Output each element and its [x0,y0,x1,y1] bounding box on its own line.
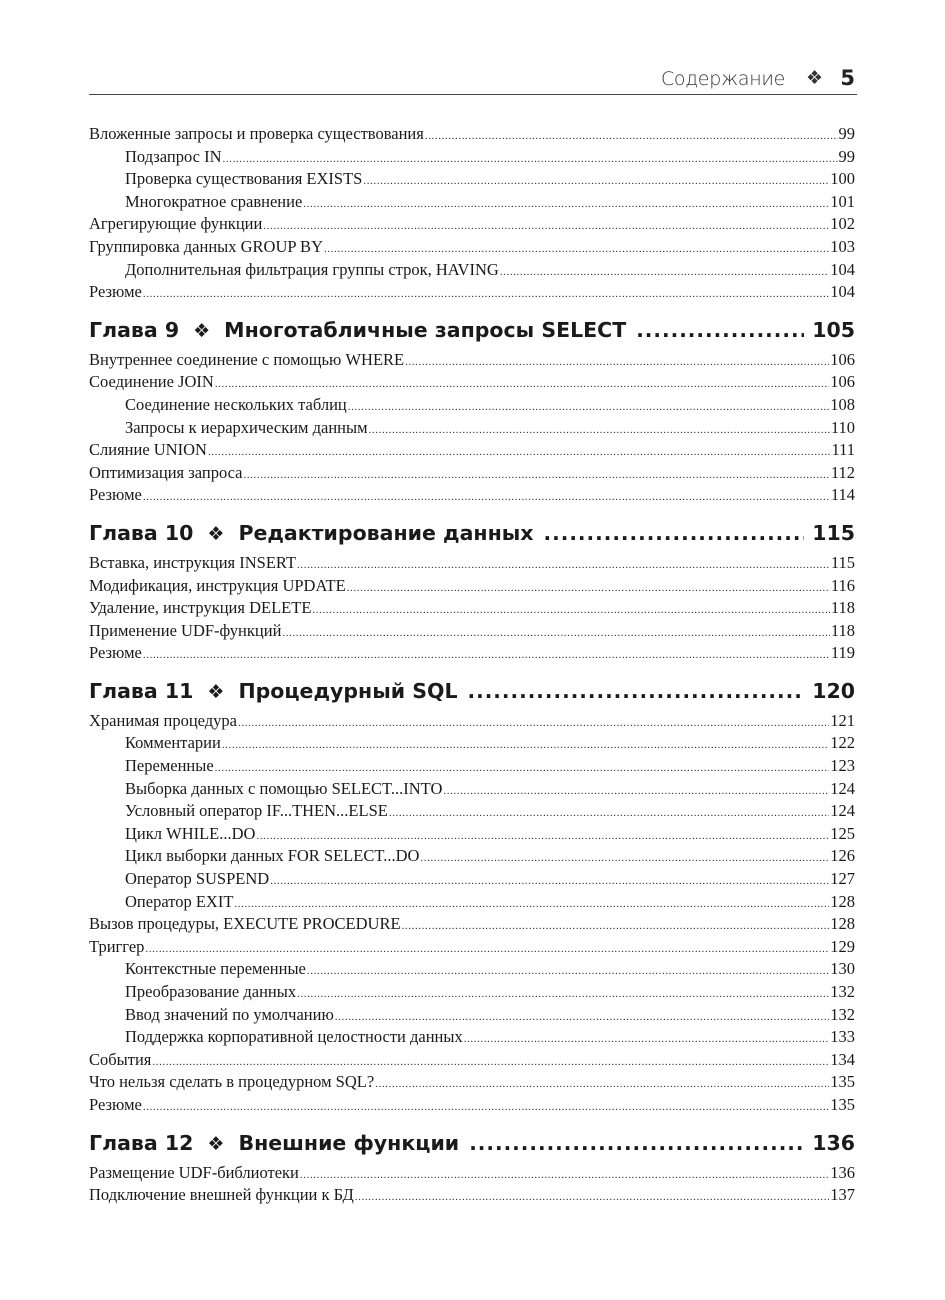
entry-title: Резюме [89,282,142,302]
entry-title: Поддержка корпоративной целостности данных [125,1027,463,1047]
entry-title: Резюме [89,1094,142,1114]
entry-title: Контекстные переменные [125,959,306,979]
page-number: 5 [840,66,855,90]
toc-section [89,484,855,507]
diamond-ornament-icon: ❖ [207,680,225,703]
entry-page: 125 [830,823,855,843]
dot-leader [375,1073,829,1096]
entry-title: Проверка существования EXISTS [125,169,363,189]
entry-page: 119 [830,643,855,663]
entry-page: 136 [830,1162,855,1182]
toc-chapter-heading [89,517,855,549]
chapter-page: 105 [812,317,855,342]
entry-page: 132 [830,1004,855,1024]
entry-page: 104 [830,259,855,279]
entry-title: Соединение JOIN [89,372,214,392]
entry-title: Подзапрос IN [125,146,222,166]
entry-title: Применение UDF-функций [89,620,282,640]
entry-page: 135 [830,1072,855,1092]
dot-leader [405,351,829,374]
entry-page: 111 [831,440,855,460]
toc-subsection [89,417,855,440]
toc-section [89,710,855,733]
toc-subsection [89,823,855,846]
toc-section [89,1162,855,1185]
entry-page: 114 [830,485,855,505]
dot-leader [222,734,829,757]
chapter-title: Многотабличные запросы SELECT [224,317,627,342]
entry-title: Дополнительная фильтрация группы строк, HAVING [125,259,499,279]
dot-leader [297,554,830,577]
toc-section [89,913,855,936]
dot-leader [420,847,829,870]
toc-section [89,439,855,462]
toc-chapter-heading [89,675,855,707]
entry-page: 128 [830,914,855,934]
table-of-contents [89,123,855,1207]
entry-title: Условный оператор IF...THEN...ELSE [125,801,388,821]
entry-page: 135 [830,1094,855,1114]
entry-title: Преобразование данных [125,982,297,1001]
entry-title: Вставка, инструкция INSERT [89,552,297,572]
diamond-ornament-icon: ❖ [207,1132,225,1155]
entry-title: Размещение UDF-библиотеки [89,1162,299,1182]
dot-leader [389,802,829,825]
dot-leader [425,125,838,148]
entry-page: 129 [830,936,855,956]
entry-title: События [89,1049,152,1069]
chapter-label: Глава 12 [89,1130,194,1155]
entry-title: Внутреннее соединение с помощью WHERE [89,349,405,369]
entry-page: 123 [830,756,855,776]
dot-leader [544,517,805,549]
entry-page: 102 [830,214,855,234]
entry-title: Переменные [125,756,214,776]
dot-leader [335,1006,829,1029]
toc-section [89,123,855,146]
dot-leader [363,170,829,193]
toc-section [89,371,855,394]
toc-section [89,462,855,485]
toc-subsection [89,168,855,191]
toc-subsection [89,778,855,801]
chapter-page: 115 [812,520,855,545]
dot-leader [312,599,829,622]
entry-title: Комментарии [125,733,221,753]
entry-title: Вложенные запросы и проверка существования [89,124,424,143]
toc-section [89,552,855,575]
entry-title: Цикл выборки данных FOR SELECT...DO [125,846,420,866]
entry-title: Триггер [89,936,145,956]
entry-title: Хранимая процедура [89,710,238,730]
dot-leader [500,261,829,284]
entry-page: 124 [830,778,855,798]
toc-section [89,620,855,643]
dot-leader [256,825,829,848]
entry-page: 132 [830,982,855,1001]
toc-section [89,281,855,304]
toc-subsection [89,191,855,214]
entry-title: Цикл WHILE...DO [125,823,256,843]
chapter-label: Глава 11 [89,678,194,703]
chapter-label: Глава 9 [89,317,180,342]
entry-page: 106 [830,372,855,392]
toc-chapter-heading [89,1127,855,1159]
entry-page: 101 [830,191,855,211]
entry-title: Что нельзя сделать в процедурном SQL? [89,1072,375,1092]
entry-page: 99 [838,124,855,143]
entry-page: 122 [830,733,855,753]
toc-subsection [89,1026,855,1049]
toc-chapter-heading [89,314,855,346]
toc-subsection [89,755,855,778]
toc-subsection [89,800,855,823]
dot-leader [443,780,829,803]
dot-leader [348,396,830,419]
entry-page: 134 [830,1049,855,1069]
chapter-title: Процедурный SQL [238,678,458,703]
dot-leader [215,757,830,780]
entry-page: 103 [830,236,855,256]
entry-title: Оптимизация запроса [89,462,243,482]
chapter-title: Внешние функции [238,1130,460,1155]
entry-title: Модификация, инструкция UPDATE [89,575,346,595]
dot-leader [402,915,830,938]
dot-leader [145,938,829,961]
entry-page: 118 [830,598,855,618]
entry-page: 104 [830,282,855,302]
dot-leader [143,1096,829,1119]
entry-page: 108 [830,394,855,414]
entry-title: Выборка данных с помощью SELECT...INTO [125,778,443,798]
entry-page: 126 [830,846,855,866]
entry-page: 100 [830,169,855,189]
entry-title: Группировка данных GROUP BY [89,236,323,256]
toc-subsection [89,146,855,169]
toc-section [89,349,855,372]
toc-subsection [89,259,855,282]
diamond-ornament-icon: ❖ [805,67,823,89]
toc-subsection [89,891,855,914]
header-title: Содержание [660,68,785,90]
toc-section [89,1071,855,1094]
entry-page: 133 [830,1027,855,1047]
dot-leader [469,1127,804,1159]
entry-page: 99 [838,146,855,166]
entry-title: Оператор SUSPEND [125,869,270,889]
toc-section [89,1094,855,1117]
dot-leader [238,712,829,735]
toc-subsection [89,1004,855,1027]
dot-leader [244,464,830,487]
entry-page: 112 [830,462,855,482]
toc-section [89,597,855,620]
entry-title: Запросы к иерархическим данным [125,417,368,437]
dot-leader [234,893,829,916]
toc-subsection [89,845,855,868]
entry-page: 130 [830,959,855,979]
chapter-title: Редактирование данных [238,520,534,545]
dot-leader [297,983,829,1006]
dot-leader [263,215,829,238]
dot-leader [300,1164,829,1187]
dot-leader [307,960,829,983]
entry-page: 118 [830,620,855,640]
dot-leader [324,238,829,261]
toc-section [89,1049,855,1072]
chapter-page: 136 [812,1130,855,1155]
dot-leader [355,1186,829,1209]
toc-section [89,236,855,259]
chapter-page: 120 [812,678,855,703]
toc-subsection [89,732,855,755]
entry-title: Удаление, инструкция DELETE [89,598,312,618]
toc-section [89,642,855,665]
dot-leader [347,577,830,600]
entry-title: Соединение нескольких таблиц [125,394,347,414]
toc-subsection [89,958,855,981]
entry-title: Слияние UNION [89,440,207,460]
dot-leader [215,373,829,396]
entry-page: 127 [830,869,855,889]
dot-leader [303,193,829,216]
entry-page: 110 [830,417,855,437]
entry-title: Подключение внешней функции к БД [89,1185,354,1205]
dot-leader [369,419,830,442]
dot-leader [143,283,829,306]
entry-title: Ввод значений по умолчанию [125,1004,334,1024]
entry-page: 115 [830,552,855,572]
entry-page: 106 [830,349,855,369]
toc-subsection [89,394,855,417]
entry-title: Резюме [89,485,142,505]
toc-subsection [89,868,855,891]
toc-section [89,575,855,598]
diamond-ornament-icon: ❖ [207,522,225,545]
entry-page: 116 [830,575,855,595]
entry-title: Агрегирующие функции [89,214,263,234]
dot-leader [464,1028,830,1051]
toc-subsection [89,981,855,1004]
dot-leader [468,675,805,707]
toc-section [89,213,855,236]
toc-section [89,1184,855,1207]
entry-page: 137 [830,1185,855,1205]
dot-leader [270,870,829,893]
entry-title: Вызов процедуры, EXECUTE PROCEDURE [89,914,401,934]
diamond-ornament-icon: ❖ [193,319,211,342]
entry-page: 128 [830,891,855,911]
entry-title: Оператор EXIT [125,891,234,911]
entry-page: 124 [830,801,855,821]
dot-leader [143,644,830,667]
entry-page: 121 [830,710,855,730]
toc-section [89,936,855,959]
chapter-label: Глава 10 [89,520,194,545]
dot-leader [208,441,831,464]
entry-title: Резюме [89,643,142,663]
dot-leader [143,486,830,509]
dot-leader [636,314,804,346]
dot-leader [282,622,829,645]
dot-leader [223,148,838,171]
entry-title: Многократное сравнение [125,191,303,211]
dot-leader [152,1051,829,1074]
running-header [89,64,857,95]
